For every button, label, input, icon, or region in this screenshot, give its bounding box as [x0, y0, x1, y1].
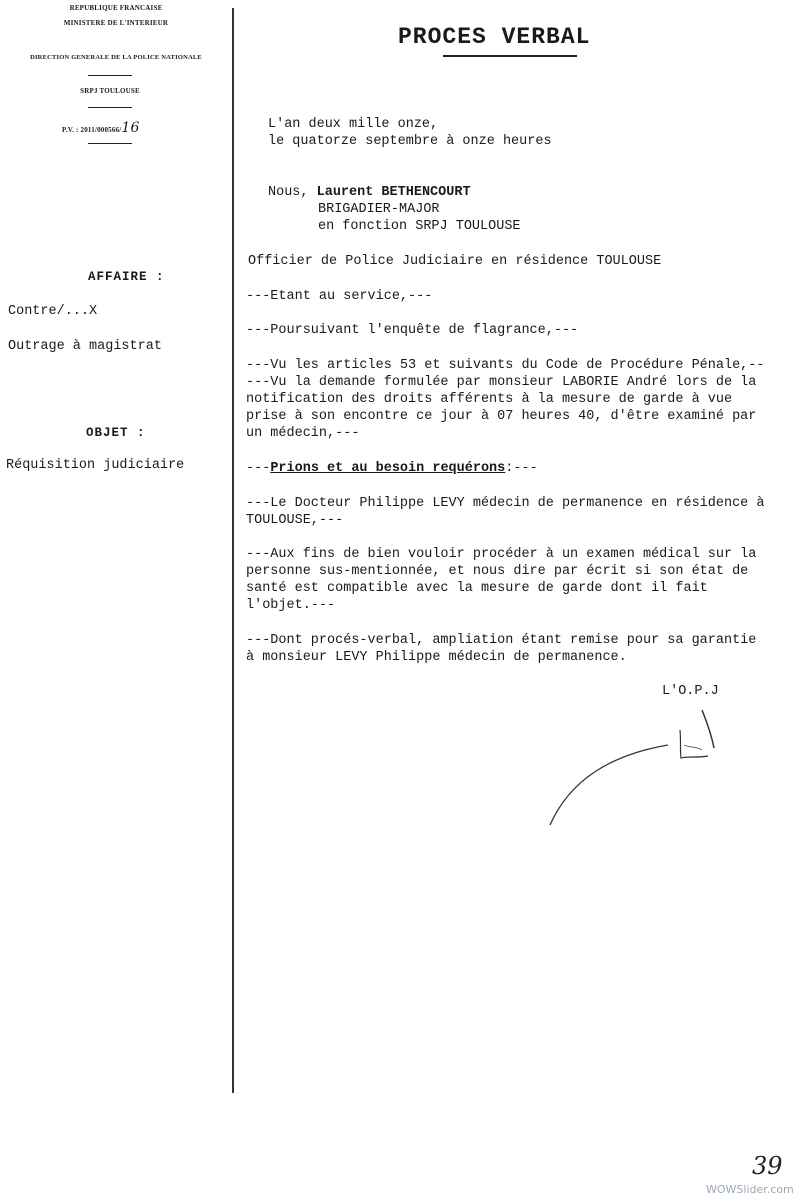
republic-label: REPUBLIQUE FRANCAISE: [69, 4, 163, 12]
service-line: ---Etant au service,---: [246, 289, 433, 304]
vu-line-5: un médecin,---: [246, 426, 360, 441]
prions-line: [246, 460, 538, 477]
pv-prefix: P.V. : 2011/000566/: [62, 126, 122, 134]
direction-label: DIRECTION GENERALE DE LA POLICE NATIONALE: [30, 54, 202, 61]
vu-line-3: notification des droits afférents à la mesure de garde à vue: [246, 392, 733, 407]
docteur-line-2: TOULOUSE,---: [246, 513, 344, 528]
objet-label: OBJET :: [86, 426, 146, 440]
fins-line-4: l'objet.---: [246, 598, 336, 613]
ministry-label: MINISTERE DE L'INTERIEUR: [63, 19, 169, 27]
pv-number: [62, 120, 140, 136]
date-line-1: L'an deux mille onze,: [268, 117, 439, 132]
officer-qualite: Officier de Police Judiciaire en résidence TOULOUSE: [248, 254, 662, 269]
service-label: SRPJ TOULOUSE: [80, 87, 140, 95]
docteur-line-1: ---Le Docteur Philippe LEVY médecin de permanence en résidence à: [246, 496, 765, 511]
column-separator: [232, 8, 234, 1093]
prions-suffix: :---: [505, 461, 538, 476]
divider: [88, 143, 132, 144]
fins-line-1: ---Aux fins de bien vouloir procéder à un examen médical sur la: [246, 547, 757, 562]
vu-line-4: prise à son encontre ce jour à 07 heures 40, d'être examiné par: [246, 409, 757, 424]
page-title: PROCES VERBAL: [398, 24, 591, 50]
title-underline: [443, 55, 577, 57]
vu-line-2: ---Vu la demande formulée par monsieur LABORIE André lors de la: [246, 375, 757, 390]
page-number: 39: [752, 1152, 783, 1180]
pv-handwritten: 16: [121, 120, 140, 136]
officer-intro: [268, 184, 471, 201]
contre-label: Contre/...X: [8, 304, 98, 319]
officer-rank: BRIGADIER-MAJOR: [318, 202, 440, 217]
prions-text: Prions et au besoin requérons: [270, 461, 506, 476]
prions-prefix: ---: [246, 461, 271, 476]
dont-line-2: à monsieur LEVY Philippe médecin de permanence.: [246, 650, 627, 665]
objet-value: Réquisition judiciaire: [6, 458, 185, 473]
officer-name: Laurent BETHENCOURT: [316, 185, 471, 200]
dont-line-1: ---Dont procés-verbal, ampliation étant remise pour sa garantie: [246, 633, 757, 648]
divider: [88, 75, 132, 76]
fins-line-2: personne sus-mentionnée, et nous dire par écrit si son état de: [246, 564, 749, 579]
signature-label: L'O.P.J: [662, 684, 719, 699]
watermark: WOWSlider.com: [706, 1183, 794, 1196]
vu-line-1: ---Vu les articles 53 et suivants du Code de Procédure Pénale,--: [246, 358, 765, 373]
fins-line-3: santé est compatible avec la mesure de garde dont il fait: [246, 581, 708, 596]
officer-function: en fonction SRPJ TOULOUSE: [318, 219, 521, 234]
date-line-2: le quatorze septembre à onze heures: [268, 134, 552, 149]
infraction-label: Outrage à magistrat: [8, 339, 162, 354]
nous-label: Nous,: [268, 185, 309, 200]
enquete-line: ---Poursuivant l'enquête de flagrance,---: [246, 323, 579, 338]
signature-mark: [540, 700, 740, 830]
divider: [88, 107, 132, 108]
affaire-label: AFFAIRE :: [88, 270, 165, 284]
